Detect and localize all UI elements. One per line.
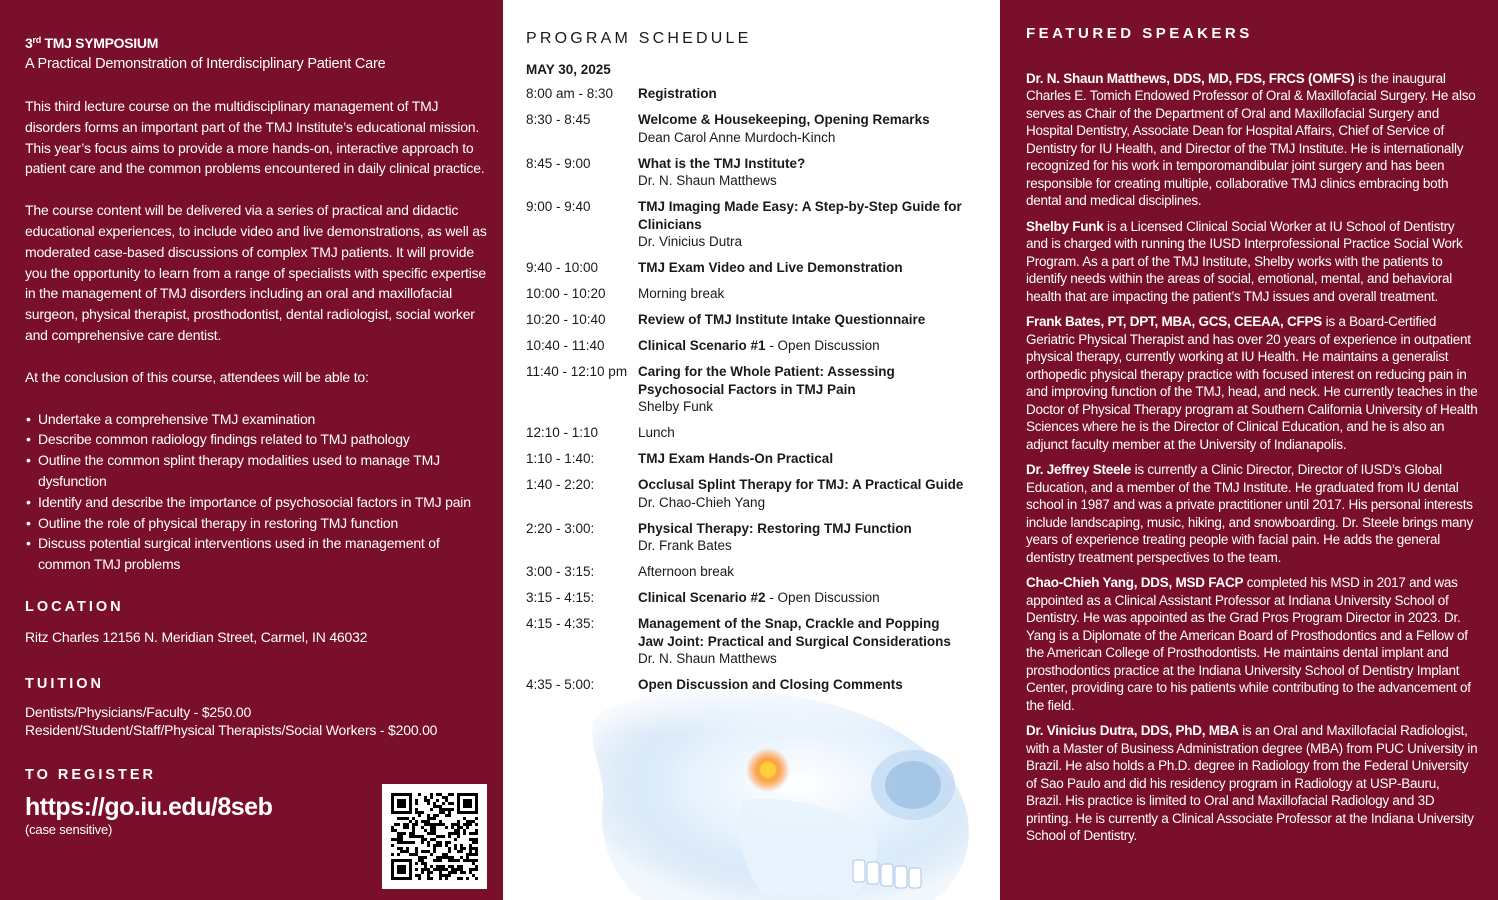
session-title: TMJ Exam Hands-On Practical: [638, 451, 834, 466]
speaker-name: Dr. N. Shaun Matthews, DDS, MD, FDS, FRCS (OMFS): [1026, 70, 1355, 86]
objectives-list: [25, 409, 487, 575]
schedule-row: [526, 111, 976, 146]
symposium-title: [25, 30, 487, 53]
schedule-time: 10:00 - 10:20: [526, 286, 606, 301]
session-note: - Open Discussion: [765, 338, 880, 353]
speaker-bio: [1026, 461, 1478, 566]
skull-illustration: [583, 680, 1003, 900]
schedule-row: [526, 337, 976, 355]
schedule-session: [638, 155, 968, 190]
schedule-row: [526, 155, 976, 190]
speaker-name: Frank Bates, PT, DPT, MBA, GCS, CEEAA, CFPS: [1026, 314, 1323, 329]
session-speaker: Shelby Funk: [638, 399, 714, 414]
objectives-intro: At the conclusion of this course, attendees will be able to:: [25, 368, 369, 385]
objective-item: • Identify and describe the importance of psychosocial factors in TMJ pain: [25, 492, 487, 513]
session-note: - Open Discussion: [765, 590, 880, 605]
speaker-name: Dr. Vinicius Dutra, DDS, PhD, MBA: [1026, 723, 1239, 738]
schedule-session: [638, 676, 968, 694]
location-address: Ritz Charles 12156 N. Meridian Street, Carmel, IN 46032: [25, 628, 368, 645]
schedule-row: [526, 311, 976, 329]
speaker-description: is a Licensed Clinical Social Worker at IU School of Dentistry and is charged with running the IUSD Interprofessional Practice Social Work Program. As a part of the TMJ Institute, Shelby works with the patients to identify needs within the areas of social, emotional, mental, and behavioral health that are impacting the patient’s TMJ issues and overall treatment.: [1026, 218, 1463, 304]
speaker-description: is a Board-Certified Geriatric Physical Therapist and has over 20 years of experience in outpatient physical therapy, currently working at IU Health. He maintains a generalist orthopedic physical therapy practice with focused interest on reducing pain in and improving function of the TMJ, head, and neck. He currently teaches in the Doctor of Physical Therapy program at Southern California University of Health Sciences where he is the Director of Clinical Education, and he is also an adjunct faculty member at the University of Indianapolis.: [1026, 314, 1478, 452]
course-info-content: [25, 30, 487, 838]
schedule-title: PROGRAM SCHEDULE: [526, 30, 752, 47]
program-schedule-panel: [503, 0, 1000, 900]
schedule-row: [526, 259, 976, 277]
session-title: Caring for the Whole Patient: Assessing Psychosocial Factors in TMJ Pain: [638, 364, 895, 397]
schedule-session: [638, 363, 968, 416]
schedule-row: [526, 615, 976, 668]
schedule-session: [638, 85, 968, 103]
speaker-bios: [1026, 70, 1478, 845]
session-title: TMJ Imaging Made Easy: A Step-by-Step Guide for Clinicians: [638, 199, 962, 232]
schedule-session: [638, 563, 968, 581]
register-note: (case sensitive): [25, 822, 113, 838]
objective-item: • Outline the role of physical therapy in restoring TMJ function: [25, 513, 487, 534]
objective-item: • Outline the common splint therapy modalities used to manage TMJ dysfunction: [25, 450, 487, 492]
symposium-subtitle: A Practical Demonstration of Interdisciplinary Patient Care: [25, 56, 386, 72]
intro-paragraph-1: This third lecture course on the multidisciplinary management of TMJ disorders forms an important part of the TMJ Institute’s educational mission. This year’s focus aims to provide a more hands-on, interactive approach to patient care and the common problems encountered in daily clinical practice.: [25, 98, 485, 177]
schedule-time: 11:40 - 12:10 pm: [526, 364, 628, 379]
schedule-time: 8:30 - 8:45: [526, 112, 591, 127]
register-link[interactable]: https://go.iu.edu/8seb: [25, 793, 273, 822]
speaker-description: is an Oral and Maxillofacial Radiologist, with a Master of Business Administration degree (MBA) from PUC University in Brazil. He also holds a Ph.D. degree in Radiology from the Federal University of Sao Paulo and did his residency program in Radiology at USP-Bauru, Brazil. His practice is limited to Oral and Maxillofacial Radiology and 3D printing. He is currently a Clinical Associate Professor at the Indiana University School of Dentistry.: [1026, 723, 1478, 843]
schedule-time: 9:00 - 9:40: [526, 199, 591, 214]
intro-paragraph-2: The course content will be delivered via a series of practical and didactic educational experiences, to include video and live demonstrations, as well as moderated case-based discussions of complex TMJ patients. It will provide you the opportunity to learn from a range of specialists with specific expertise in the management of TMJ disorders including an oral and maxillofacial surgeon, physical therapist, prosthodontist, dental radiologist, social worker and comprehensive care dentist.: [25, 202, 487, 343]
speaker-name: Dr. Jeffrey Steele: [1026, 462, 1132, 477]
schedule-row: [526, 676, 976, 694]
session-note: Afternoon break: [638, 564, 735, 579]
registration-qr-code[interactable]: [382, 784, 487, 889]
schedule-row: [526, 520, 976, 555]
session-title: Welcome & Housekeeping, Opening Remarks: [638, 112, 930, 127]
schedule-row: [526, 363, 976, 416]
schedule-time: 3:15 - 4:15:: [526, 590, 595, 605]
speakers-content: [1026, 25, 1478, 853]
schedule-row: [526, 476, 976, 511]
schedule-time: 8:45 - 9:00: [526, 155, 591, 171]
schedule-time: 10:20 - 10:40: [526, 312, 606, 327]
register-heading: TO REGISTER: [25, 767, 157, 784]
schedule-time: 9:40 - 10:00: [526, 260, 599, 275]
schedule-session: [638, 589, 968, 607]
objective-item: • Discuss potential surgical interventions used in the management of common TMJ problems: [25, 533, 487, 575]
schedule-time: 3:00 - 3:15:: [526, 564, 595, 579]
tuition-faculty: Dentists/Physicians/Faculty - $250.00: [25, 704, 252, 721]
speaker-bio: [1026, 313, 1478, 453]
schedule-time: 4:15 - 4:35:: [526, 616, 595, 631]
speaker-name: Shelby Funk: [1026, 218, 1104, 234]
symposium-ordinal: rd: [32, 35, 41, 45]
location-heading: LOCATION: [25, 598, 124, 615]
session-speaker: Dean Carol Anne Murdoch-Kinch: [638, 129, 836, 145]
qr-code-icon: [391, 793, 478, 880]
schedule-session: [638, 424, 968, 442]
schedule-session: [638, 337, 968, 355]
session-title: Physical Therapy: Restoring TMJ Function: [638, 520, 912, 536]
schedule-session: [638, 476, 968, 511]
session-title: Clinical Scenario #1: [638, 338, 766, 353]
schedule-row: [526, 563, 976, 581]
speaker-bio: [1026, 574, 1478, 714]
session-title: Occlusal Splint Therapy for TMJ: A Practical Guide: [638, 477, 964, 492]
tuition-heading: TUITION: [25, 675, 104, 692]
speaker-bio: [1026, 722, 1478, 845]
session-speaker: Dr. N. Shaun Matthews: [638, 651, 777, 666]
session-speaker: Dr. Vinicius Dutra: [638, 234, 743, 249]
schedule-session: [638, 285, 968, 303]
schedule-time: 1:40 - 2:20:: [526, 477, 595, 492]
schedule-date: MAY 30, 2025: [526, 62, 611, 77]
speaker-description: is currently a Clinic Director, Director of IUSD’s Global Education, and a member of the TMJ Institute. He graduated from IU dental school in 1987 and was a private practitioner until 2017. His personal interests include landscaping, music, hiking, and snowboarding. Dr. Steele brings many years of experience treating people with facial pain. He adds the general dentistry treatment perspectives to the team.: [1026, 462, 1474, 565]
schedule-time: 2:20 - 3:00:: [526, 520, 595, 536]
symposium-number: 3: [25, 35, 33, 51]
schedule-session: [638, 311, 968, 329]
schedule-time: 12:10 - 1:10: [526, 425, 599, 440]
schedule-session: [638, 259, 968, 277]
speaker-bio: [1026, 70, 1478, 210]
session-note: Lunch: [638, 425, 675, 440]
schedule-session: [638, 615, 968, 668]
schedule-row: [526, 424, 976, 442]
speaker-name: Chao-Chieh Yang, DDS, MSD FACP: [1026, 575, 1244, 590]
schedule-content: [526, 30, 976, 702]
speaker-bio: [1026, 218, 1478, 306]
schedule-time: 1:10 - 1:40:: [526, 451, 595, 466]
session-speaker: Dr. Frank Bates: [638, 538, 732, 553]
session-speaker: Dr. N. Shaun Matthews: [638, 173, 777, 188]
tuition-resident: Resident/Student/Staff/Physical Therapists/Social Workers - $200.00: [25, 722, 438, 739]
schedule-row: [526, 589, 976, 607]
objective-item: • Describe common radiology findings related to TMJ pathology: [25, 429, 487, 450]
session-title: Open Discussion and Closing Comments: [638, 677, 903, 692]
schedule-row: [526, 285, 976, 303]
session-title: TMJ Exam Video and Live Demonstration: [638, 260, 903, 275]
schedule-row: [526, 85, 976, 103]
objective-item: • Undertake a comprehensive TMJ examination: [25, 409, 487, 430]
symposium-title-text: TMJ SYMPOSIUM: [40, 35, 159, 51]
session-title: What is the TMJ Institute?: [638, 155, 806, 171]
session-title: Registration: [638, 86, 717, 101]
course-info-panel: [0, 0, 503, 900]
schedule-list: [526, 85, 976, 694]
speaker-description: completed his MSD in 2017 and was appointed as a Clinical Assistant Professor at Indiana University School of Dentistry. He was appointed as the Grad Pros Program Director in 2023. Dr. Yang is a Diplomate of the American Board of Prosthodontics and a Fellow of the American College of Prosthodontists. He maintains dental implant and prosthodontics practice at the Indiana University School of Dentistry Implant Center, providing care to his patients while contributing to the advancement of the field.: [1026, 575, 1471, 713]
featured-speakers-panel: [1000, 0, 1498, 900]
schedule-session: [638, 450, 968, 468]
schedule-row: [526, 450, 976, 468]
session-title: Management of the Snap, Crackle and Popping Jaw Joint: Practical and Surgical Considerations: [638, 616, 951, 649]
schedule-time: 4:35 - 5:00:: [526, 677, 595, 692]
session-note: Morning break: [638, 286, 725, 301]
schedule-time: 8:00 am - 8:30: [526, 86, 614, 101]
speakers-title: FEATURED SPEAKERS: [1026, 25, 1253, 42]
speaker-description: is the inaugural Charles E. Tomich Endowed Professor of Oral & Maxillofacial Surgery. He also serves as Chair of the Department of Oral and Maxillofacial Surgery and Hospital Dentistry, Associate Dean for Hospital Affairs, Chief of Service of Dentistry for IU Health, and Director of the TMJ Institute. He is internationally recognized for his work in temporomandibular joint surgery and has been responsible for creating multiple, collaborative TMJ clinics embracing both dental and medical disciplines.: [1026, 70, 1476, 208]
schedule-session: [638, 198, 968, 251]
schedule-row: [526, 198, 976, 251]
schedule-session: [638, 111, 968, 146]
session-title: Clinical Scenario #2: [638, 590, 766, 605]
schedule-time: 10:40 - 11:40: [526, 338, 605, 353]
schedule-session: [638, 520, 968, 555]
session-speaker: Dr. Chao-Chieh Yang: [638, 494, 766, 510]
session-title: Review of TMJ Institute Intake Questionnaire: [638, 312, 926, 327]
